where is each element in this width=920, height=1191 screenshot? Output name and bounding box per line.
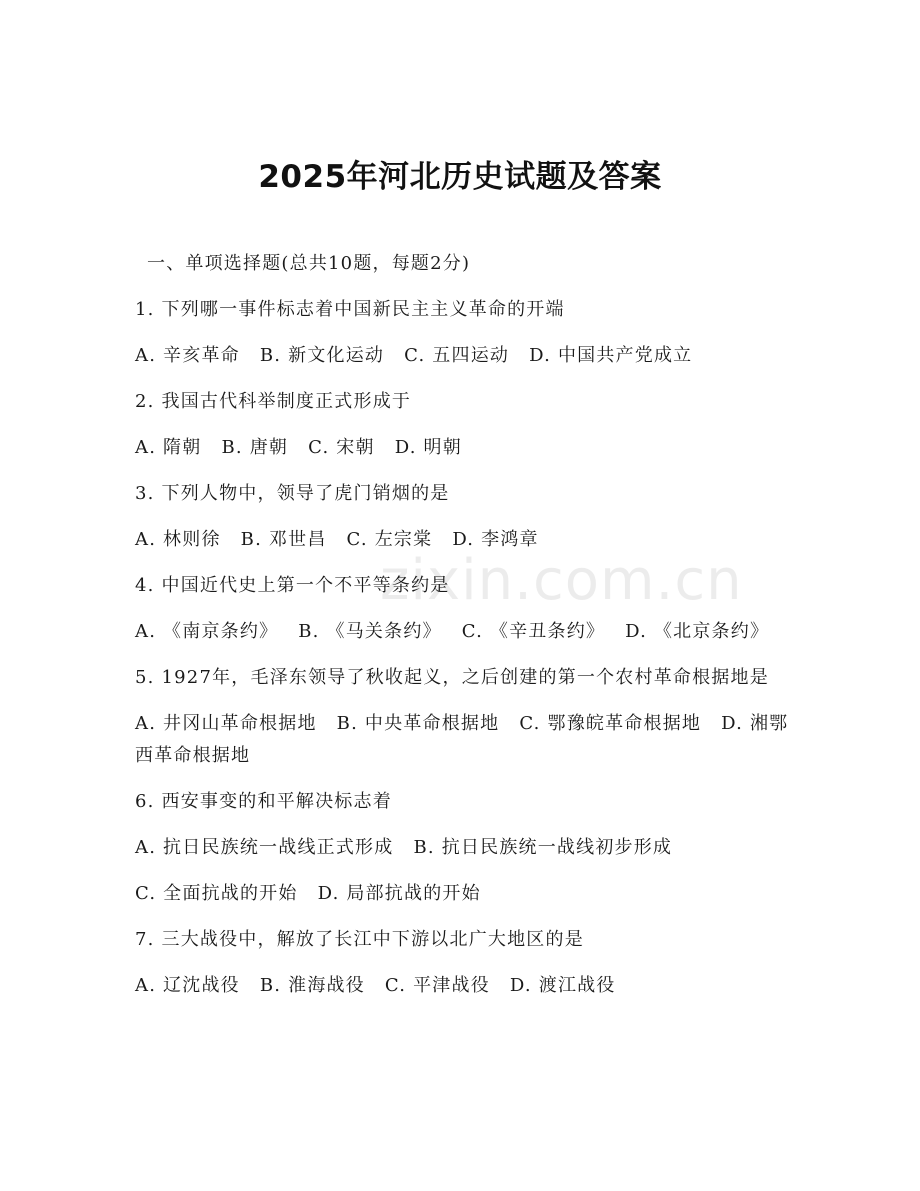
option: C. 《辛丑条约》 <box>461 621 606 642</box>
question-options <box>135 708 795 772</box>
option: A. 林则徐 <box>135 529 221 550</box>
option: B. 抗日民族统一战线初步形成 <box>413 837 673 858</box>
question-stem: 4. 中国近代史上第一个不平等条约是 <box>135 575 450 596</box>
option: B. 唐朝 <box>221 437 289 458</box>
question-options <box>135 970 795 1002</box>
option: C. 全面抗战的开始 <box>135 883 298 904</box>
option: A. 抗日民族统一战线正式形成 <box>135 837 394 858</box>
option: B. 中央革命根据地 <box>336 713 500 734</box>
question-options <box>135 432 795 464</box>
question-stem: 3. 下列人物中，领导了虎门销烟的是 <box>135 483 450 504</box>
question-stem: 6. 西安事变的和平解决标志着 <box>135 791 392 812</box>
option: D. 渡江战役 <box>509 975 616 996</box>
question-list <box>135 248 795 1016</box>
option: A. 井冈山革命根据地 <box>135 713 317 734</box>
option: C. 鄂豫皖革命根据地 <box>519 713 702 734</box>
question-options <box>135 832 795 864</box>
option: D. 中国共产党成立 <box>529 345 693 366</box>
option: D. 湘鄂西革命根据地 <box>135 713 789 766</box>
option: A. 《南京条约》 <box>135 621 279 642</box>
section-heading: 一、单项选择题(总共10题，每题2分) <box>147 253 471 274</box>
option: A. 隋朝 <box>135 437 202 458</box>
option: D. 局部抗战的开始 <box>317 883 481 904</box>
option: A. 辽沈战役 <box>135 975 240 996</box>
question-options <box>135 340 795 372</box>
watermark: zixin.com.cn <box>380 548 743 613</box>
option: B. 邓世昌 <box>240 529 327 550</box>
question-options <box>135 616 795 648</box>
option: C. 左宗棠 <box>346 529 433 550</box>
question-stem: 5. 1927年，毛泽东领导了秋收起义，之后创建的第一个农村革命根据地是 <box>135 667 769 688</box>
question-stem: 2. 我国古代科举制度正式形成于 <box>135 391 412 412</box>
question-stem: 7. 三大战役中，解放了长江中下游以北广大地区的是 <box>135 929 584 950</box>
option: D. 明朝 <box>394 437 462 458</box>
option: A. 辛亥革命 <box>135 345 240 366</box>
option: D. 李鸿章 <box>452 529 539 550</box>
option: C. 五四运动 <box>404 345 510 366</box>
option: C. 平津战役 <box>384 975 490 996</box>
option: C. 宋朝 <box>308 437 375 458</box>
question-options <box>135 878 795 910</box>
option: B. 新文化运动 <box>259 345 385 366</box>
page-title: 2025年河北历史试题及答案 <box>258 159 662 195</box>
question-stem: 1. 下列哪一事件标志着中国新民主主义革命的开端 <box>135 299 565 320</box>
option: B. 淮海战役 <box>259 975 365 996</box>
option: B. 《马关条约》 <box>298 621 442 642</box>
question-options <box>135 524 795 556</box>
option: D. 《北京条约》 <box>625 621 770 642</box>
